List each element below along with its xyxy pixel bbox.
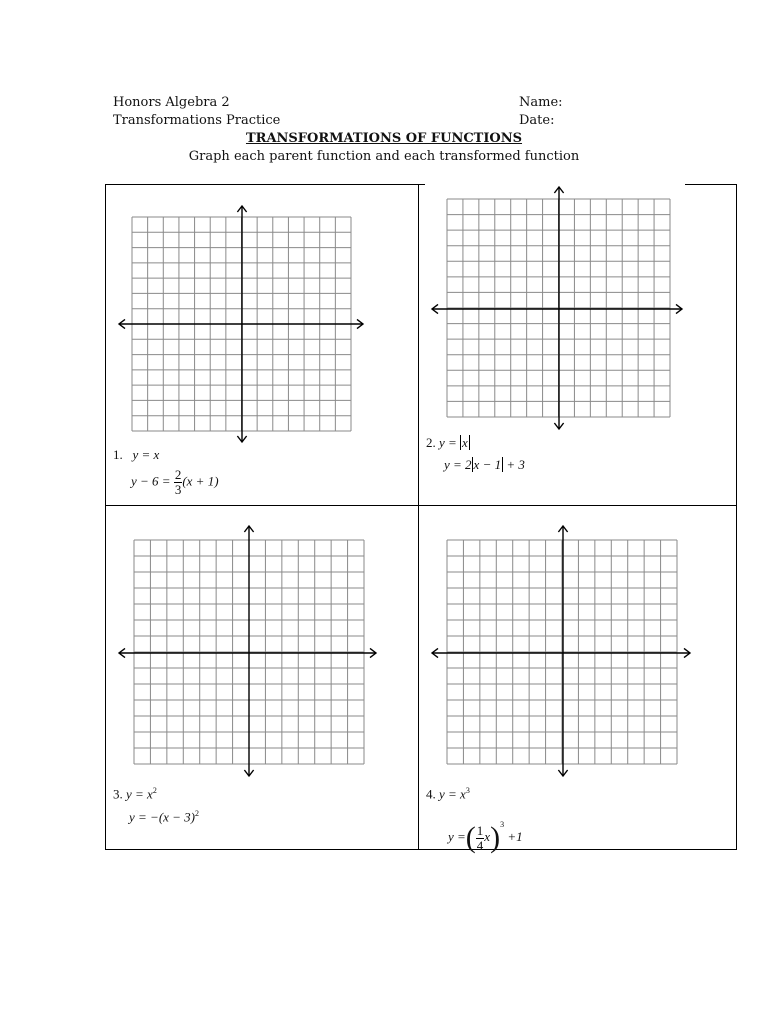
- problem-2-transformed: y = 2 x − 1 + 3: [444, 457, 525, 472]
- problem-4-transformed: y =( $\frac{1}{4}$ x)$^3$ +1: [448, 820, 523, 855]
- problem-1-parent: [113, 447, 159, 462]
- problem-number: 2.: [426, 435, 436, 450]
- parent-function: y = x: [439, 786, 466, 802]
- problem-1-transformed: [131, 468, 219, 497]
- instructions: Graph each parent function and each transformed function: [188, 149, 580, 164]
- problem-number: 1.: [113, 447, 123, 462]
- page-title: TRANSFORMATIONS OF FUNCTIONS: [245, 131, 523, 146]
- problem-number: 4.: [426, 786, 436, 802]
- problem-2-parent: 2. y = x: [426, 435, 468, 450]
- equation-rhs: (x + 1): [182, 473, 219, 489]
- equation-lhs: y − 6 =: [131, 473, 171, 489]
- name-label: Name:: [519, 95, 563, 110]
- absolute-value-arg: x: [462, 435, 468, 450]
- fraction: $\frac{1}{4}$: [476, 822, 484, 853]
- worksheet-topic: Transformations Practice: [113, 113, 281, 128]
- parent-function: y = x: [126, 786, 153, 802]
- parent-function: y = x: [132, 447, 160, 462]
- problem-3-parent: 3. $y = x^2$: [113, 786, 157, 802]
- course-name: Honors Algebra 2: [113, 95, 230, 110]
- problem-number: 3.: [113, 786, 123, 802]
- fraction: $\frac{2}{3}$: [174, 467, 182, 497]
- problem-4-parent: 4. $y = x^3$: [426, 786, 470, 802]
- absolute-value-arg: x − 1: [473, 457, 502, 472]
- problem-3-transformed: $y = -(x - 3)^2$: [129, 809, 200, 825]
- transformed-function: y = −(x − 3): [129, 809, 196, 825]
- date-label: Date:: [519, 113, 555, 128]
